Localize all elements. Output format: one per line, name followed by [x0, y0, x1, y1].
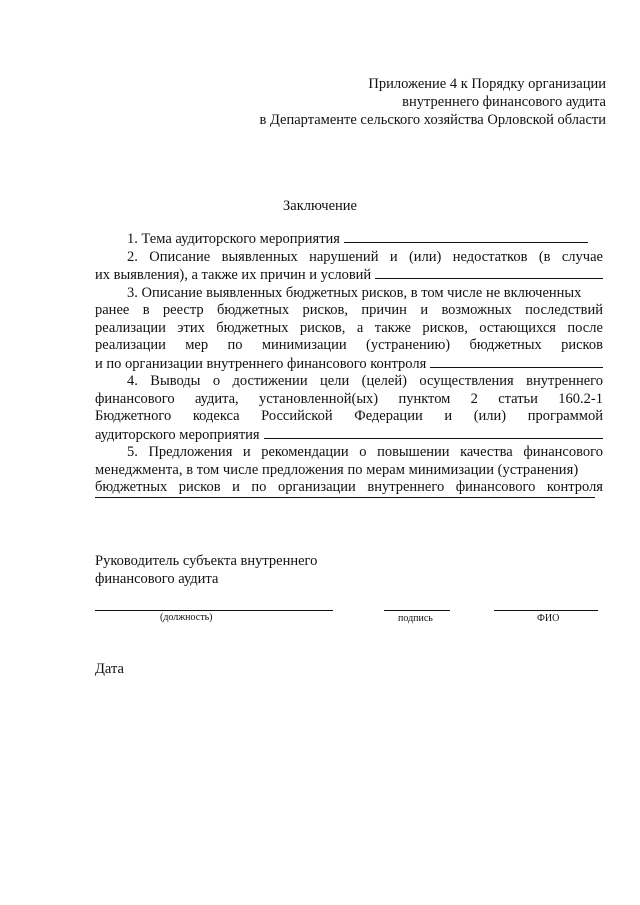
- word: рисков,: [422, 319, 468, 336]
- word: (или): [408, 248, 442, 265]
- item-2-text: их выявления), а также их причин и условий: [95, 267, 372, 283]
- word: о: [212, 373, 221, 389]
- item-2-blank[interactable]: [375, 266, 603, 279]
- word: Бюджетного: [95, 408, 172, 424]
- name-blank[interactable]: [494, 610, 598, 611]
- word: цели: [320, 373, 350, 389]
- word: программой: [527, 408, 603, 424]
- word: 2.: [127, 248, 138, 265]
- word: нарушений: [309, 248, 379, 265]
- signature-title-line-2: финансового аудита: [95, 571, 219, 587]
- position-blank[interactable]: [95, 610, 333, 611]
- word: контроля: [546, 479, 603, 495]
- item-3-text: и по организации внутреннего финансового контроля: [95, 355, 427, 372]
- item-5-line-c: [95, 479, 603, 497]
- word: бюджетных: [216, 302, 290, 318]
- word: возможных: [441, 302, 512, 318]
- appendix-line-2: внутреннего финансового аудита: [402, 94, 606, 110]
- word: Российской: [261, 408, 333, 424]
- name-caption: ФИО: [537, 613, 560, 624]
- word: бюджетных: [469, 337, 542, 353]
- word: бюджетных: [95, 479, 168, 495]
- word: недостатков: [452, 248, 528, 265]
- item-4-line-a: [95, 373, 603, 391]
- item-3-blank[interactable]: [430, 355, 603, 368]
- document-title: Заключение: [283, 198, 357, 214]
- word: внутреннего: [526, 373, 603, 389]
- word: рисков,: [302, 302, 348, 318]
- word: (в: [538, 248, 551, 265]
- item-5-line-a: [95, 444, 603, 462]
- item-2-line-a: [95, 249, 603, 267]
- appendix-line-1: Приложение 4 к Порядку организации: [368, 76, 606, 92]
- word: реализации: [95, 319, 166, 336]
- word: выявленных: [221, 248, 298, 265]
- item-1-blank[interactable]: [344, 230, 588, 243]
- item-3-line-b: [95, 302, 603, 320]
- word: этих: [177, 319, 205, 336]
- word: 5.: [127, 444, 138, 460]
- date-label: Дата: [95, 661, 124, 677]
- word: организации: [277, 479, 356, 495]
- item-4-blank[interactable]: [264, 426, 603, 439]
- position-caption: (должность): [160, 612, 213, 623]
- word: (целей): [361, 373, 407, 389]
- word: (или): [473, 408, 507, 424]
- word: статьи: [498, 390, 538, 407]
- item-1-text: 1. Тема аудиторского мероприятия: [127, 231, 340, 247]
- word: повышении: [377, 444, 450, 460]
- word: Выводы: [150, 373, 201, 389]
- word: в: [142, 302, 150, 318]
- word: рекомендации: [261, 444, 349, 460]
- word: реализации: [95, 337, 166, 353]
- word: а: [356, 319, 364, 336]
- appendix-line-3: в Департаменте сельского хозяйства Орловской области: [259, 112, 606, 128]
- word: кодекса: [192, 408, 240, 424]
- word: причин: [361, 302, 407, 318]
- word: о: [359, 444, 367, 460]
- word: рисков: [561, 337, 603, 353]
- word: и: [242, 444, 251, 460]
- word: финансового: [523, 444, 603, 460]
- word: рисков,: [299, 319, 346, 336]
- word: мер: [185, 337, 209, 353]
- word: 160.2-1: [558, 390, 603, 407]
- item-4-line-b: [95, 391, 603, 409]
- item-3-line-a: 3. Описание выявленных бюджетных рисков, в том числе не включенных: [127, 284, 582, 301]
- word: 2: [470, 390, 478, 407]
- signature-blank[interactable]: [384, 610, 450, 611]
- word: (устранению): [366, 337, 451, 353]
- word: Описание: [149, 248, 211, 265]
- item-3-line-c: [95, 320, 603, 338]
- word: и: [444, 408, 453, 424]
- word: достижении: [232, 373, 308, 389]
- word: по: [227, 337, 243, 353]
- word: рисков: [178, 479, 221, 495]
- word: установленной(ых): [258, 390, 379, 407]
- conclusion-body: [95, 230, 603, 497]
- word: 4.: [127, 373, 138, 389]
- word: Предложения: [148, 444, 233, 460]
- word: также: [374, 319, 411, 336]
- signature-title-line-1: Руководитель субъекта внутреннего: [95, 553, 318, 569]
- word: и: [389, 248, 398, 265]
- word: ранее: [95, 302, 130, 318]
- item-4-line-c: [95, 408, 603, 426]
- word: по: [251, 479, 267, 495]
- item-5-blank[interactable]: [95, 497, 595, 498]
- item-2: [95, 266, 603, 285]
- item-3: [95, 355, 603, 374]
- item-4: [95, 426, 603, 445]
- word: бюджетных: [216, 319, 289, 336]
- item-4-text: аудиторского мероприятия: [95, 426, 260, 443]
- signature-caption: подпись: [398, 613, 433, 624]
- word: последствий: [525, 302, 603, 318]
- word: финансового: [95, 390, 175, 407]
- item-1: [95, 230, 603, 249]
- item-5-line-b: менеджмента, в том числе предложения по мерам минимизации (устранения): [95, 461, 579, 478]
- word: качества: [460, 444, 513, 460]
- word: осуществления: [419, 373, 514, 389]
- item-3-line-d: [95, 337, 603, 355]
- word: внутреннего: [367, 479, 445, 495]
- word: после: [567, 319, 603, 336]
- word: пунктом: [398, 390, 451, 407]
- word: Федерации: [354, 408, 423, 424]
- word: остающихся: [479, 319, 556, 336]
- word: минимизации: [261, 337, 347, 353]
- word: реестр: [162, 302, 204, 318]
- word: случае: [561, 248, 603, 265]
- word: и: [420, 302, 429, 318]
- word: и: [232, 479, 240, 495]
- word: аудита,: [194, 390, 239, 407]
- word: финансового: [455, 479, 536, 495]
